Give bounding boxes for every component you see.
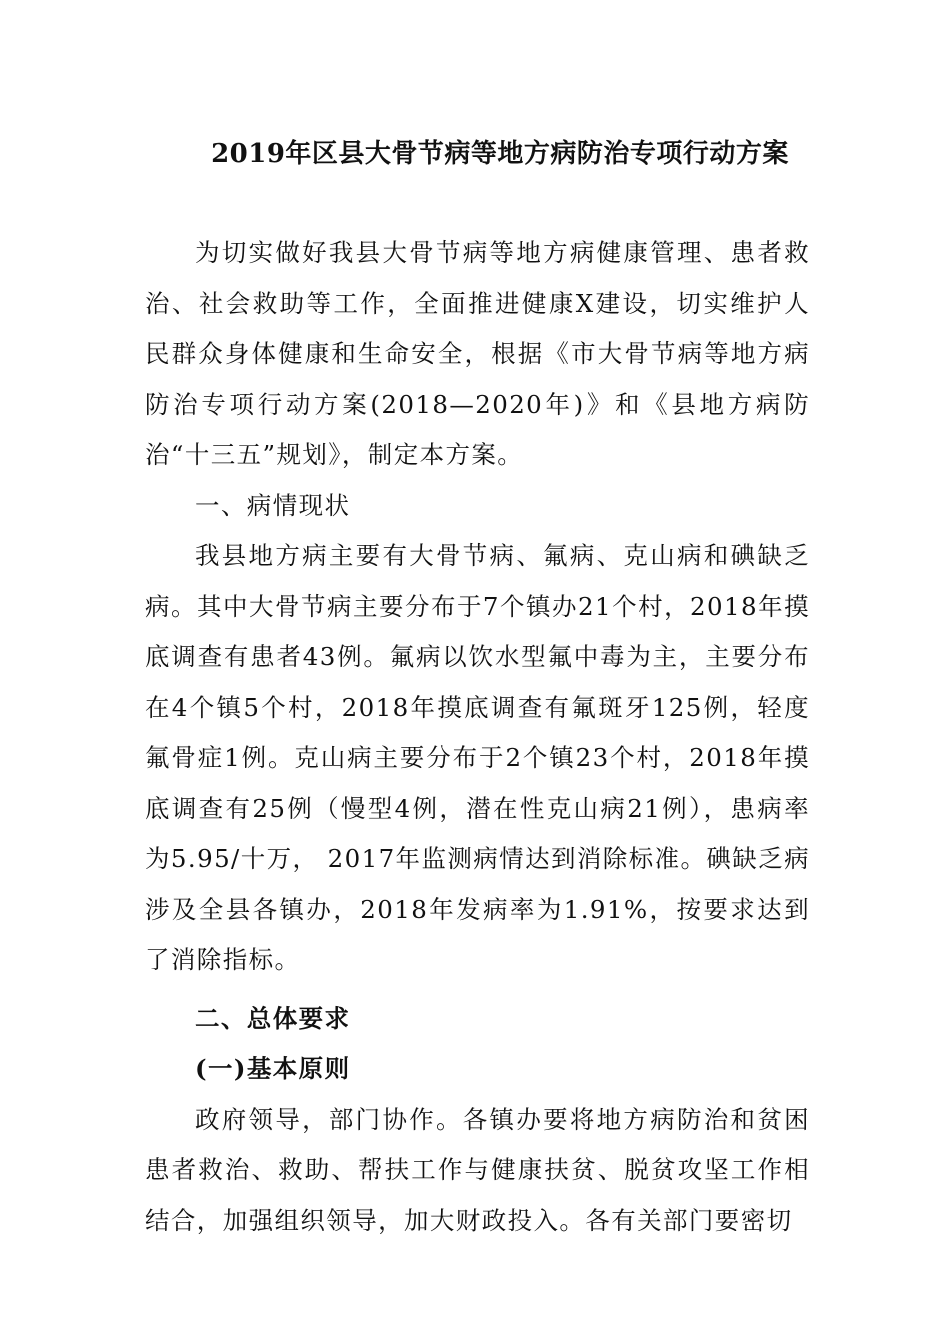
section-heading-2: 二、总体要求 [195,1003,351,1033]
section-heading-1: 一、病情现状 [195,490,351,520]
subsection-1-paragraph: 政府领导，部门协作。各镇办要将地方病防治和贫困患者救治、救助、帮扶工作与健康扶贫、脱贫攻坚工作相结合，加强组织领导，加大财政投入。各有关部门要密切 [145,1104,810,1235]
document-title: 2019年区县大骨节病等地方病防治专项行动方案 [211,139,789,169]
section-1-paragraph: 我县地方病主要有大骨节病、氟病、克山病和碘缺乏病。其中大骨节病主要分布于7个镇办21个村，2018年摸底调查有患者43例。氟病以饮水型氟中毒为主，主要分布在4个镇5个村，2018年摸底调查有氟斑牙125例，轻度氟骨症1例。克山病主要分布于2个镇23个村，2018年摸底调查有25例（慢型4例，潜在性克山病21例），患病率为5.95/十万， 2017年监测病情达到消除标准。碘缺乏病涉及全县各镇办，2018年发病率为1.91%，按要求达到了消除指标。 [145,541,810,974]
subsection-heading-1: (一)基本原则 [195,1054,351,1083]
intro-paragraph: 为切实做好我县大骨节病等地方病健康管理、患者救治、社会救助等工作，全面推进健康X建设，切实维护人民群众身体健康和生命安全，根据《市大骨节病等地方病防治专项行动方案(2018—2020年)》和《县地方病防治“十三五”规划》，制定本方案。 [145,238,810,469]
document-body [145,228,810,1246]
